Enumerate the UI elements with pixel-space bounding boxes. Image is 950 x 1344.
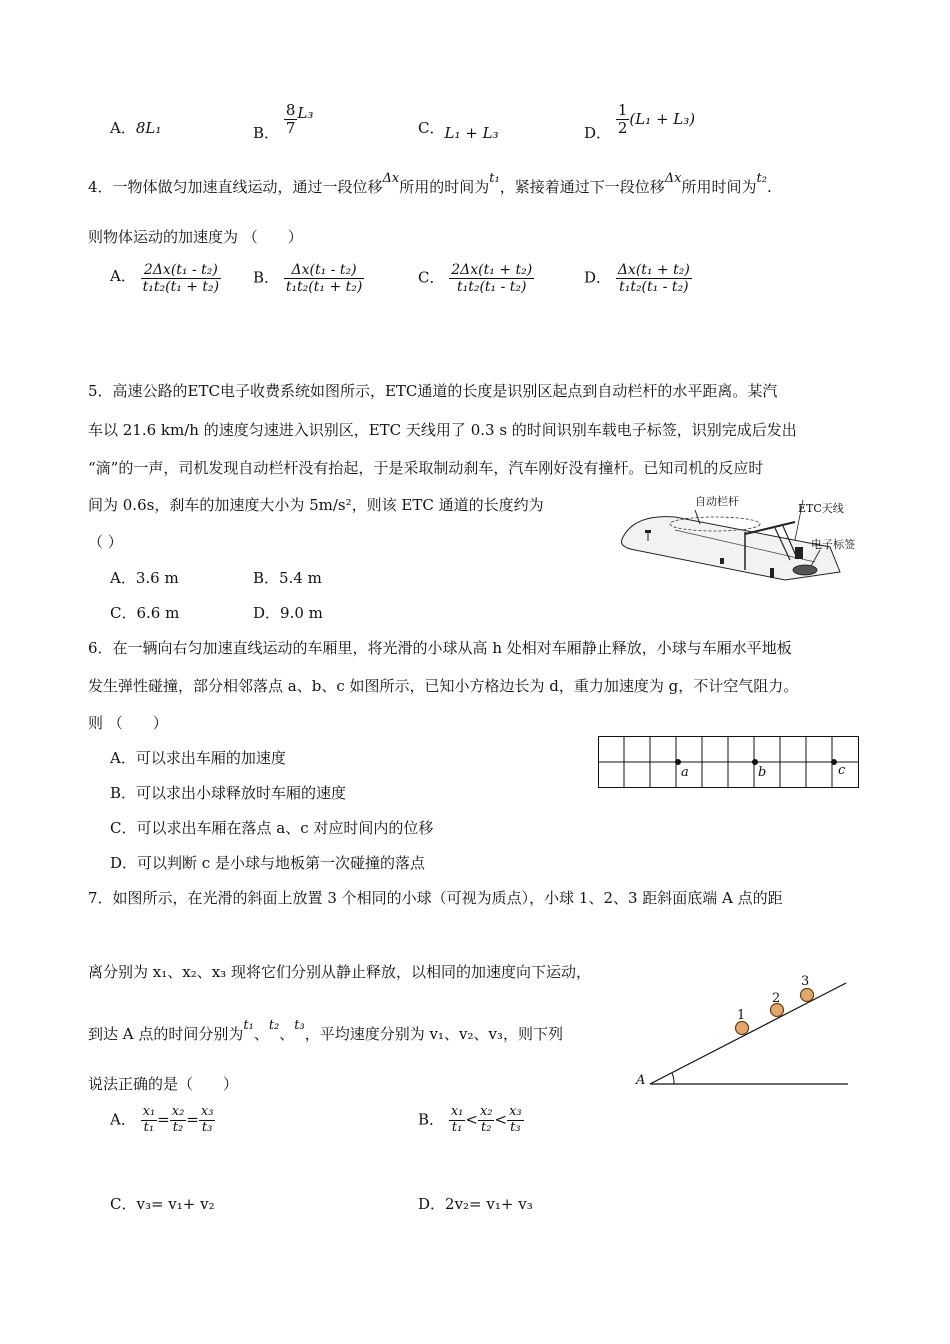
q7-stem-line3: 到达 A 点的时间分别为t₁、t₂、t₃，平均速度分别为 v₁、v₂、v₃，则下列: [88, 1018, 563, 1043]
q6-stem-line3: 则 （ ）: [88, 714, 168, 732]
q5-stem-line1: 5．高速公路的ETC电子收费系统如图所示，ETC通道的长度是识别区起点到自动栏杆的水平距离。某汽: [88, 382, 778, 400]
q4-option-d: D． $\frac{\text{Δx(t₁ + t₂)}}{\text{t₁t₂(t₁ - t₂)}}$: [584, 262, 690, 296]
q6-option-c: C．可以求出车厢在落点 a、c 对应时间内的位移: [110, 819, 434, 837]
q3-option-d: D． $\frac{1}{2}$ (L₁ + L₃): [584, 101, 696, 142]
q3-option-b-fraction: $\frac{8}{7}$: [285, 101, 296, 138]
q5-option-b: B．5.4 m: [253, 569, 322, 587]
q5-stem-line4: 间为 0.6s，刹车的加速度大小为 5m/s²，则该 ETC 通道的长度约为: [88, 496, 544, 514]
q3-option-a-expr: 8L₁: [135, 119, 162, 137]
q6-stem-line2: 发生弹性碰撞，部分相邻落点 a、b、c 如图所示，已知小方格边长为 d，重力加速度为 g，不计空气阻力。: [88, 677, 799, 695]
q4-option-c: C． $\frac{\text{2Δx(t₁ + t₂)}}{\text{t₁t₂(t₁ - t₂)}}$: [418, 262, 533, 296]
q3-option-b: B． $\frac{8}{7}$ L₃: [253, 101, 314, 142]
ball-1: [736, 1022, 749, 1035]
label-b: b: [758, 765, 767, 780]
q5-stem-line3: “滴”的一声，司机发现自动栏杆没有抬起，于是采取制动刹车，汽车刚好没有撞杆。已知司机的反应时: [88, 459, 764, 477]
q7-option-c: C．v₃= v₁+ v₂: [110, 1195, 215, 1213]
q6-stem-line1: 6．在一辆向右匀加速直线运动的车厢里，将光滑的小球从高 h 处相对车厢静止释放，小球与车厢水平地板: [88, 639, 792, 657]
q5-option-c: C．6.6 m: [110, 604, 180, 622]
landing-point-c: [831, 759, 837, 765]
q6-option-d: D．可以判断 c 是小球与地板第一次碰撞的落点: [110, 854, 425, 872]
incline-figure: [636, 965, 851, 1090]
q5-stem-line5: （ ）: [88, 533, 123, 551]
label-auto-bar: 自动栏杆: [695, 495, 739, 508]
etc-lane-figure: [615, 492, 855, 592]
q5-stem-line2: 车以 21.6 km/h 的速度匀速进入识别区，ETC 天线用了 0.3 s 的时间识别车载电子标签，识别完成后发出: [88, 421, 797, 439]
ball-2-label: 2: [772, 991, 781, 1006]
ball-3-label: 3: [801, 974, 810, 989]
label-etc-antenna: ETC天线: [798, 502, 844, 515]
q5-option-a: A．3.6 m: [110, 569, 179, 587]
q4-stem-line2: 则物体运动的加速度为 （ ）: [88, 228, 303, 246]
q3-option-a: A．8L₁: [110, 119, 162, 137]
q6-option-b: B．可以求出小球释放时车厢的速度: [110, 784, 347, 802]
label-a: a: [681, 765, 689, 780]
q4-stem-line1: 4．一物体做匀加速直线运动，通过一段位移Δx所用的时间为t₁，紧接着通过下一段位移Δx所用时间为t₂.: [88, 171, 772, 196]
point-a-label: A: [636, 1073, 646, 1088]
q7-stem-line4: 说法正确的是（ ）: [88, 1075, 239, 1093]
q4-option-b: B． $\frac{\text{Δx(t₁ - t₂)}}{\text{t₁t₂(t₁ + t₂)}}$: [253, 262, 363, 296]
q7-stem-line1: 7．如图所示，在光滑的斜面上放置 3 个相同的小球（可视为质点），小球 1、2、3 距斜面底端 A 点的距: [88, 889, 783, 907]
q3-option-d-fraction: $\frac{1}{2}$: [617, 101, 628, 138]
q4-option-a: A． $\frac{\text{2Δx(t₁ - t₂)}}{\text{t₁t₂(t₁ + t₂)}}$: [110, 262, 220, 296]
label-electronic-tag: 电子标签: [811, 538, 855, 551]
q7-option-a: A． $\frac{\text{x₁}}{\text{t₁}}$ = $\frac{\text{x₂}}{\text{t₂}}$ = $\frac{\text{x₃}}{\text{t₃}}$: [110, 1104, 214, 1135]
q7-stem-line2: 离分别为 x₁、x₂、x₃ 现将它们分别从静止释放，以相同的加速度向下运动，: [88, 963, 591, 981]
ball-3: [801, 989, 814, 1002]
q3-option-c: C．L₁ + L₃: [418, 119, 499, 142]
q6-option-a: A．可以求出车厢的加速度: [110, 749, 286, 767]
label-c: c: [838, 763, 846, 778]
ball-1-label: 1: [737, 1008, 746, 1023]
q7-option-d: D．2v₂= v₁+ v₃: [418, 1195, 533, 1213]
landing-points-grid: [598, 736, 860, 789]
q7-option-b: B． $\frac{\text{x₁}}{\text{t₁}}$ < $\frac{\text{x₂}}{\text{t₂}}$ < $\frac{\text{x₃}}{\text{t₃}}$: [418, 1104, 522, 1135]
q5-option-d: D．9.0 m: [253, 604, 323, 622]
